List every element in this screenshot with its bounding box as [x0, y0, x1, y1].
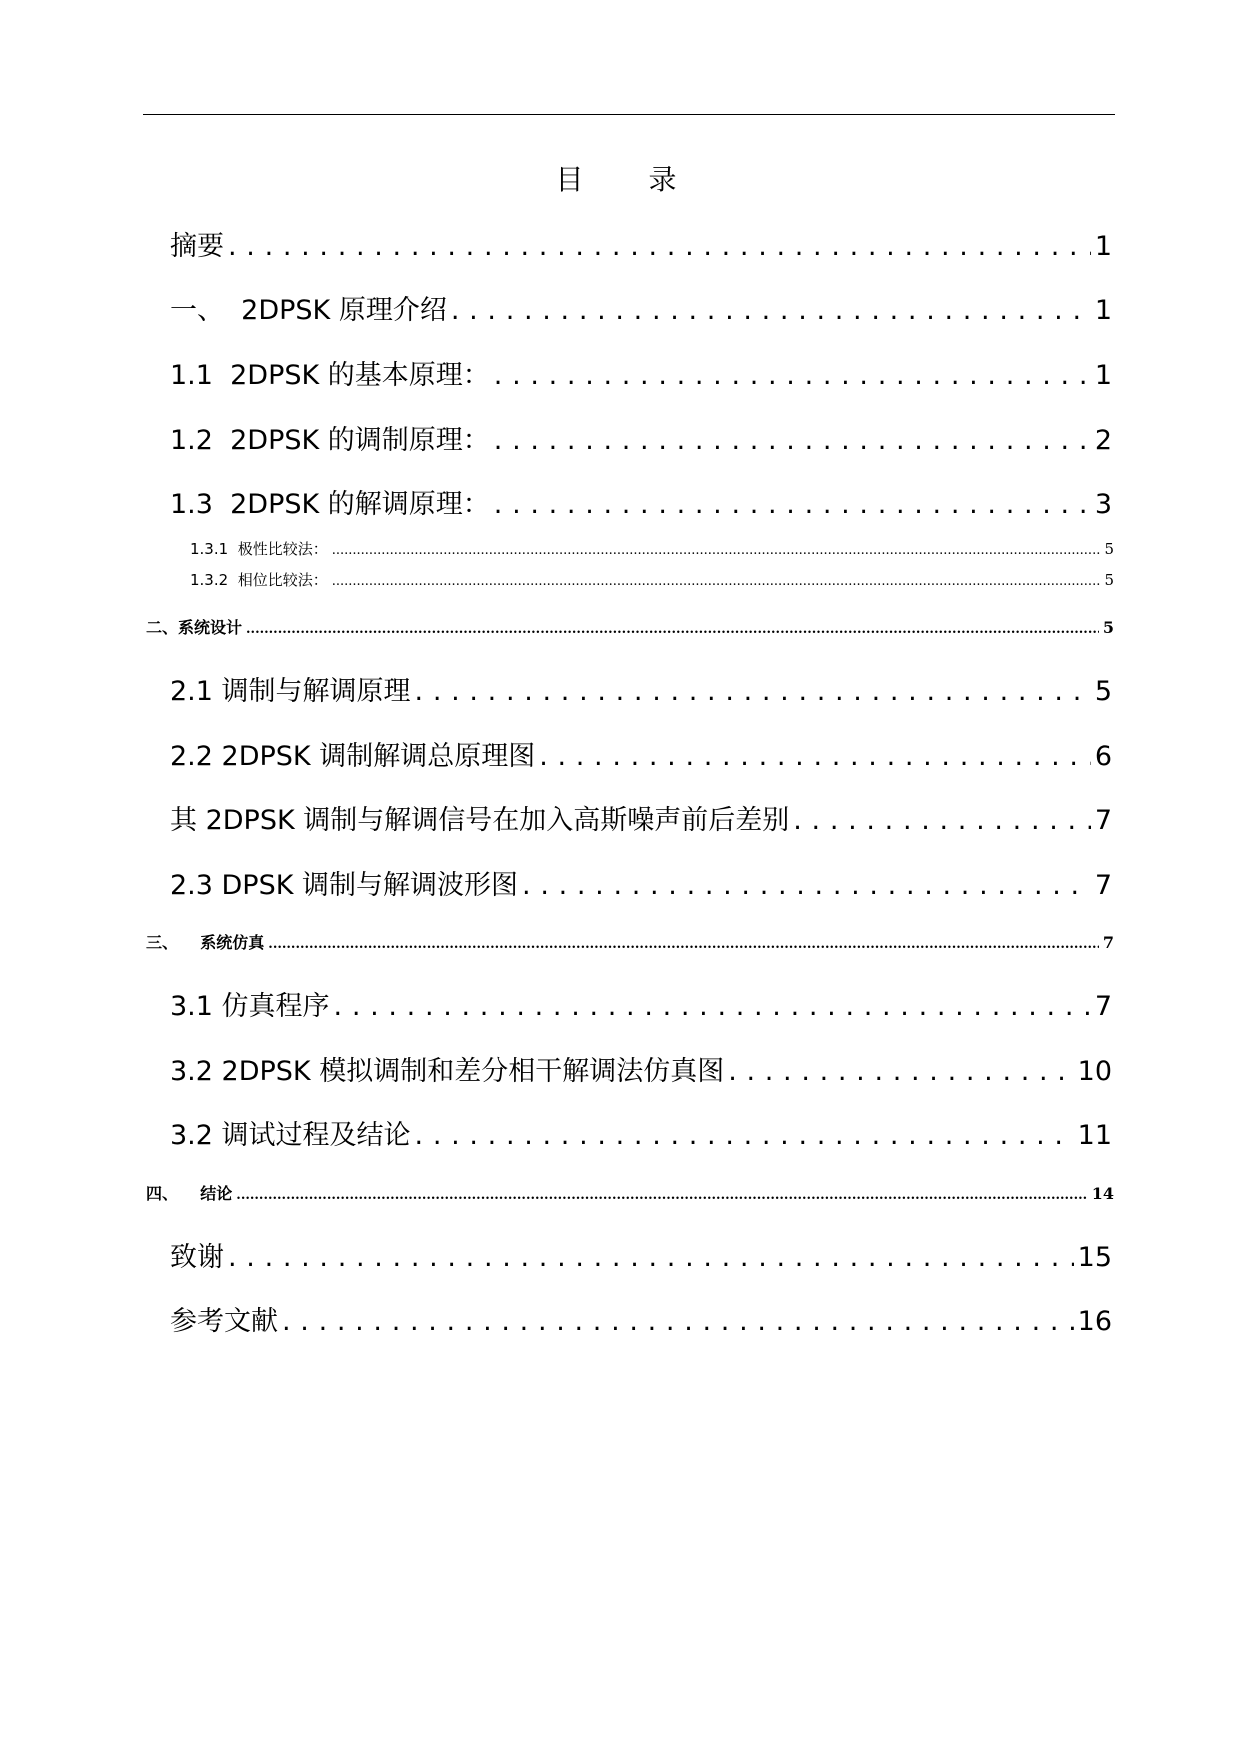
toc-entry-page: 7 [1094, 991, 1112, 1022]
toc-entry-label: 摘要 [170, 231, 224, 262]
toc-entry-2-1[interactable] [170, 669, 1112, 709]
toc-entry-3-1[interactable] [170, 984, 1112, 1024]
dot-leader [451, 295, 1091, 326]
toc-entry-page: 7 [1094, 805, 1112, 836]
toc-entry-label: 四、 结论 [146, 1184, 233, 1203]
dot-leader [228, 1242, 1074, 1273]
toc-entry-chapter-2[interactable] [146, 615, 1114, 637]
dot-leader [415, 1120, 1074, 1151]
toc-entry-label: 二、系统设计 [146, 618, 243, 637]
toc-entry-page: 16 [1077, 1306, 1112, 1337]
toc-entry-label: 1.3 2DPSK 的解调原理： [170, 489, 490, 520]
toc-entry-label: 参考文献 [170, 1306, 278, 1337]
toc-entry-page: 7 [1102, 933, 1114, 952]
dot-leader [228, 231, 1091, 262]
toc-title: 目 录 [555, 163, 705, 196]
toc-entry-page: 10 [1077, 1056, 1112, 1087]
toc-entry-label: 其 2DPSK 调制与解调信号在加入高斯噪声前后差别 [170, 805, 790, 836]
dot-leader [793, 805, 1091, 836]
toc-entry-page: 7 [1094, 870, 1112, 901]
toc-entry-label: 1.1 2DPSK 的基本原理： [170, 360, 490, 391]
toc-entry-acknowledgements[interactable] [170, 1235, 1112, 1275]
toc-entry-label: 3.1 仿真程序 [170, 991, 330, 1022]
toc-entry-label: 致谢 [170, 1242, 224, 1273]
toc-entry-label: 3.2 调试过程及结论 [170, 1120, 411, 1151]
toc-entry-page: 14 [1091, 1184, 1114, 1203]
toc-entry-2-2[interactable] [170, 734, 1112, 774]
dot-leader [332, 574, 1101, 589]
toc-entry-label: 1.3.1 极性比较法： [190, 540, 328, 558]
toc-entry-1-3[interactable] [170, 482, 1112, 522]
toc-entry-label: 1.3.2 相位比较法： [190, 571, 328, 589]
dot-leader [494, 360, 1091, 391]
toc-entry-page: 11 [1077, 1120, 1112, 1151]
dot-leader [539, 741, 1091, 772]
toc-entry-1-1[interactable] [170, 353, 1112, 393]
dot-leader [282, 1306, 1074, 1337]
header-rule [143, 114, 1115, 115]
toc-entry-page: 5 [1094, 676, 1112, 707]
toc-entry-abstract[interactable] [170, 224, 1112, 264]
toc-entry-1-3-2[interactable] [190, 569, 1114, 591]
toc-entry-label: 3.2 2DPSK 模拟调制和差分相干解调法仿真图 [170, 1056, 725, 1087]
toc-entry-page: 15 [1077, 1242, 1112, 1273]
dot-leader [268, 937, 1099, 952]
toc-entry-chapter-1[interactable] [170, 288, 1112, 328]
toc-entry-label: 2.3 DPSK 调制与解调波形图 [170, 870, 519, 901]
toc-entry-page: 3 [1094, 489, 1112, 520]
dot-leader [334, 991, 1091, 1022]
toc-entry-page: 2 [1094, 425, 1112, 456]
toc-entry-1-3-1[interactable] [190, 538, 1114, 560]
toc-entry-3-2-simulation[interactable] [170, 1049, 1112, 1089]
toc-entry-label: 一、 2DPSK 原理介绍 [170, 295, 447, 326]
dot-leader [246, 622, 1099, 637]
toc-entry-page: 5 [1104, 571, 1114, 589]
dot-leader [332, 543, 1101, 558]
toc-entry-page: 5 [1102, 618, 1114, 637]
dot-leader [522, 870, 1091, 901]
toc-entry-3-2-debug[interactable] [170, 1113, 1112, 1153]
dot-leader [728, 1056, 1073, 1087]
toc-entry-page: 1 [1094, 295, 1112, 326]
toc-entry-label: 2.2 2DPSK 调制解调总原理图 [170, 741, 536, 772]
toc-entry-2-3[interactable] [170, 863, 1112, 903]
dot-leader [494, 489, 1091, 520]
dot-leader [236, 1188, 1087, 1203]
dot-leader [494, 425, 1091, 456]
toc-entry-page: 1 [1094, 231, 1112, 262]
toc-entry-label: 三、 系统仿真 [146, 933, 265, 952]
toc-entry-label: 1.2 2DPSK 的调制原理： [170, 425, 490, 456]
toc-entry-1-2[interactable] [170, 418, 1112, 458]
toc-entry-chapter-3[interactable] [146, 930, 1114, 952]
toc-entry-chapter-4[interactable] [146, 1181, 1114, 1203]
toc-entry-page: 5 [1104, 540, 1114, 558]
toc-entry-noise-comparison[interactable] [170, 798, 1112, 838]
toc-entry-references[interactable] [170, 1299, 1112, 1339]
toc-entry-page: 1 [1094, 360, 1112, 391]
toc-entry-page: 6 [1094, 741, 1112, 772]
dot-leader [415, 676, 1091, 707]
toc-entry-label: 2.1 调制与解调原理 [170, 676, 411, 707]
